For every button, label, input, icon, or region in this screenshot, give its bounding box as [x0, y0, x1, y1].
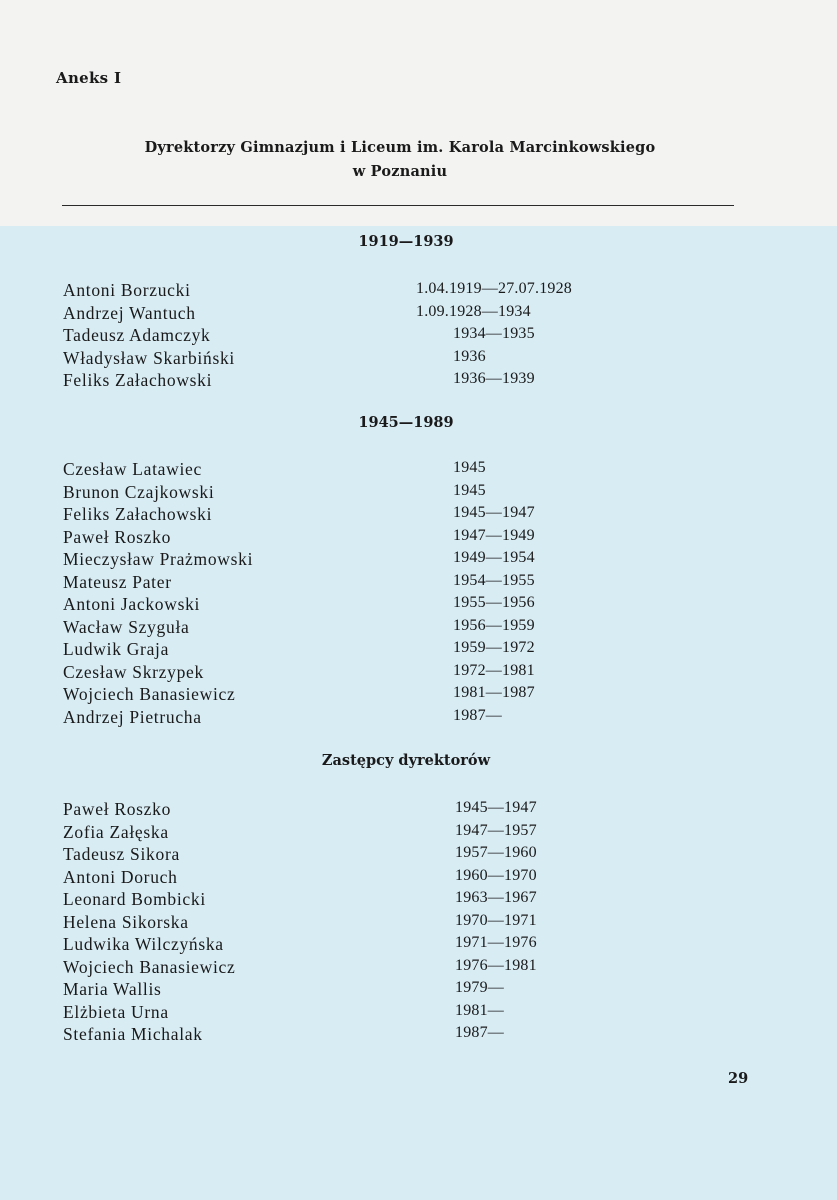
- document-title-line-1: Dyrektorzy Gimnazjum i Liceum im. Karola Marcinkowskiego: [144, 139, 656, 156]
- deputy-name: Maria Wallis: [63, 979, 162, 999]
- term-dates: 1954—1955: [453, 571, 535, 589]
- term-dates: 1936—1939: [453, 370, 535, 387]
- term-dates: 1947—1957: [455, 821, 537, 839]
- term-dates: 1972—1981: [453, 661, 535, 679]
- director-name: Antoni Jackowski: [63, 594, 201, 614]
- term-dates: 1945: [453, 481, 486, 499]
- term-dates: 1971—1976: [455, 934, 537, 951]
- term-dates: 1963—1967: [455, 889, 537, 906]
- deputy-name: Antoni Doruch: [63, 866, 178, 887]
- term-dates: 1959—1972: [453, 639, 535, 656]
- term-dates: 1945—1947: [455, 799, 537, 816]
- term-dates: 1936: [453, 347, 486, 365]
- term-dates: 1.09.1928—1934: [416, 302, 531, 320]
- term-dates: 1987—: [455, 1024, 504, 1041]
- term-dates: 1947—1949: [453, 526, 535, 544]
- director-name: Feliks Załachowski: [63, 370, 213, 390]
- annex-label: Aneks I: [56, 69, 122, 87]
- director-name: Andrzej Pietrucha: [63, 706, 202, 727]
- director-name: Andrzej Wantuch: [63, 302, 196, 323]
- director-name: Mateusz Pater: [63, 571, 172, 592]
- term-dates: 1945—1947: [453, 504, 535, 521]
- term-dates: 1957—1960: [455, 844, 537, 861]
- deputy-name: Leonard Bombicki: [63, 889, 206, 909]
- section-heading-1919-1939: 1919—1939: [358, 233, 454, 250]
- term-dates: 1949—1954: [453, 549, 535, 566]
- director-name: Wacław Szyguła: [63, 616, 190, 637]
- term-dates: 1981—1987: [453, 684, 535, 701]
- term-dates: 1934—1935: [453, 325, 535, 342]
- term-dates: 1956—1959: [453, 616, 535, 634]
- term-dates: 1955—1956: [453, 594, 535, 611]
- deputy-name: Tadeusz Sikora: [63, 844, 180, 864]
- director-name: Czesław Skrzypek: [63, 661, 204, 682]
- director-name: Wojciech Banasiewicz: [63, 684, 236, 704]
- term-dates: 1.04.1919—27.07.1928: [416, 280, 572, 297]
- term-dates: 1976—1981: [455, 956, 537, 974]
- title-divider: [62, 205, 734, 206]
- director-name: Feliks Załachowski: [63, 504, 213, 524]
- document-title: [60, 136, 740, 184]
- director-name: Antoni Borzucki: [63, 280, 191, 300]
- term-dates: 1981—: [455, 1001, 504, 1019]
- deputy-name: Paweł Roszko: [63, 799, 172, 819]
- director-name: Ludwik Graja: [63, 639, 170, 659]
- section-heading-deputy-directors: Zastępcy dyrektorów: [321, 752, 491, 769]
- director-name: Paweł Roszko: [63, 526, 172, 547]
- term-dates: 1979—: [455, 979, 504, 996]
- deputy-name: Helena Sikorska: [63, 911, 189, 932]
- deputy-name: Ludwika Wilczyńska: [63, 934, 224, 954]
- director-name: Władysław Skarbiński: [63, 347, 235, 368]
- director-name: Tadeusz Adamczyk: [63, 325, 211, 345]
- document-title-line-2: w Poznaniu: [352, 163, 448, 180]
- page-header-band: [0, 0, 837, 226]
- section-heading-1945-1989: 1945—1989: [358, 414, 454, 431]
- director-name: Czesław Latawiec: [63, 459, 202, 479]
- deputy-name: Stefania Michalak: [63, 1024, 203, 1044]
- deputy-name: Zofia Załęska: [63, 821, 169, 842]
- director-name: Mieczysław Prażmowski: [63, 549, 254, 569]
- term-dates: 1960—1970: [455, 866, 537, 884]
- page-number: 29: [728, 1070, 749, 1087]
- term-dates: 1945: [453, 459, 486, 476]
- deputy-name: Wojciech Banasiewicz: [63, 956, 236, 977]
- term-dates: 1970—1971: [455, 911, 537, 929]
- director-name: Brunon Czajkowski: [63, 481, 215, 502]
- term-dates: 1987—: [453, 706, 502, 724]
- deputy-name: Elżbieta Urna: [63, 1001, 169, 1022]
